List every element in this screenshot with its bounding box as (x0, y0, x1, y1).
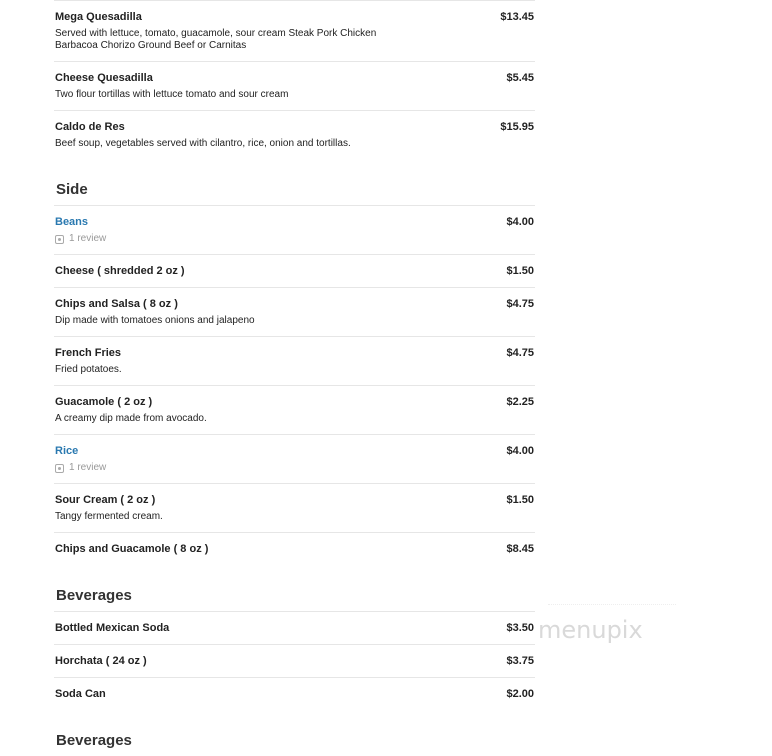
menu-item (54, 532, 535, 565)
menu-item-description: Two flour tortillas with lettuce tomato and sour cream (55, 89, 289, 100)
menu-item-price: $4.00 (506, 216, 534, 228)
menu-item (54, 254, 535, 287)
menu-item-price: $2.00 (506, 688, 534, 700)
menu-item-name: Bottled Mexican Soda (55, 622, 170, 634)
menu-item-description: Fried potatoes. (55, 364, 122, 375)
menu-item-description: Served with lettuce, tomato, guacamole, sour cream Steak Pork Chicken Barbacoa Chorizo Ground Beef or Carnitas (55, 28, 377, 51)
menu-item[interactable] (54, 434, 535, 483)
menu-item-price: $13.45 (500, 11, 534, 23)
menu-item-price: $15.95 (500, 121, 534, 133)
menu-item (54, 61, 535, 110)
menu-item-name: Mega Quesadilla (55, 11, 142, 23)
menu-item (54, 110, 535, 159)
menu-item-name: Horchata ( 24 oz ) (55, 655, 147, 667)
menu-item-price: $1.50 (506, 265, 534, 277)
menu-item (54, 287, 535, 336)
menu-section (54, 0, 535, 159)
menu-item-name: Cheese Quesadilla (55, 72, 153, 84)
menu-item-name: French Fries (55, 347, 122, 359)
menu-item-name: Soda Can (55, 688, 106, 700)
menu-section (54, 732, 535, 756)
menu-item (54, 0, 535, 61)
menu-item (54, 644, 535, 677)
menu-item-price: $4.00 (506, 445, 534, 457)
menu-item-name: Sour Cream ( 2 oz ) (55, 494, 156, 506)
menu-item-price: $8.45 (506, 543, 534, 555)
menu-section (54, 181, 535, 565)
menu-item (54, 677, 535, 710)
menu-item-price: $5.45 (506, 72, 534, 84)
menu-item-price: $2.25 (506, 396, 534, 408)
watermark-dots (548, 604, 676, 607)
menu-item (54, 483, 535, 532)
menu-item-price: $4.75 (506, 347, 534, 359)
menu-item-price: $3.50 (506, 622, 534, 634)
menu-item-name: Cheese ( shredded 2 oz ) (55, 265, 185, 277)
review-count[interactable]: 1 review (69, 233, 107, 244)
section-title: Side (56, 181, 88, 198)
section-title: Beverages (56, 732, 132, 749)
menu-item-description: Beef soup, vegetables served with cilantro, rice, onion and tortillas. (55, 138, 351, 149)
section-title: Beverages (56, 587, 132, 604)
menu-item-name: Caldo de Res (55, 121, 125, 133)
watermark-logo: menupix (538, 616, 643, 644)
menu-item (54, 385, 535, 434)
menu-item-price: $3.75 (506, 655, 534, 667)
menu-item-description: Dip made with tomatoes onions and jalapeno (55, 315, 255, 326)
menu-item-name: Chips and Salsa ( 8 oz ) (55, 298, 178, 310)
menu-item-price: $1.50 (506, 494, 534, 506)
menu-item (54, 611, 535, 644)
menu-item-name: Chips and Guacamole ( 8 oz ) (55, 543, 209, 555)
menu-section (54, 587, 535, 710)
menu-item (54, 336, 535, 385)
review-icon (55, 464, 64, 473)
menu-item-link[interactable]: Rice (55, 445, 79, 457)
review-count[interactable]: 1 review (69, 462, 107, 473)
menu-item-link[interactable]: Beans (55, 216, 89, 228)
menu-item-description: A creamy dip made from avocado. (55, 413, 207, 424)
menu-item[interactable] (54, 205, 535, 254)
menu-item-name: Guacamole ( 2 oz ) (55, 396, 153, 408)
menu-list (54, 0, 535, 756)
review-icon (55, 235, 64, 244)
menu-item-review[interactable] (55, 462, 535, 474)
menu-item-price: $4.75 (506, 298, 534, 310)
menu-item-review[interactable] (55, 233, 535, 245)
menu-item-description: Tangy fermented cream. (55, 511, 163, 522)
